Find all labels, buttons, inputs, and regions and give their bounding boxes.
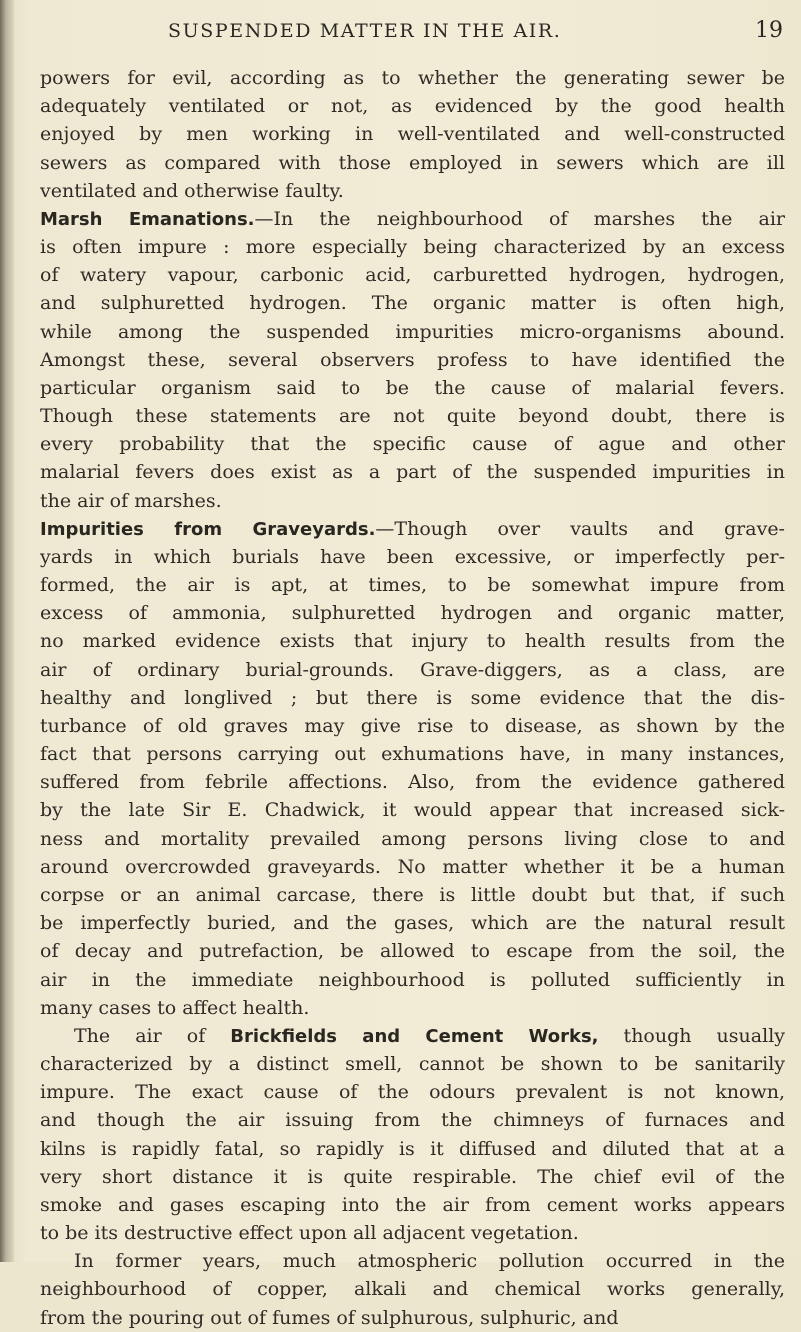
text-line: no marked evidence exists that injury to health results from the — [40, 630, 785, 653]
text-line: around overcrowded graveyards. No matter whether it be a human — [40, 855, 785, 878]
text-line: suffered from febrile affections. Also, from the evidence gathered — [40, 771, 785, 794]
page-header — [40, 14, 785, 54]
running-title: SUSPENDED MATTER IN THE AIR. — [168, 20, 562, 42]
text-line: of decay and putrefaction, be allowed to escape from the soil, the — [40, 940, 785, 963]
text-line: is often impure : more especially being characterized by an excess — [40, 236, 785, 259]
text-line: ness and mortality prevailed among persons living close to and — [40, 827, 785, 850]
text-line: excess of ammonia, sulphuretted hydrogen and organic matter, — [40, 602, 785, 625]
text-line: from the pouring out of fumes of sulphurous, sulphuric, and — [40, 1306, 619, 1329]
line-text: though usually — [598, 1024, 785, 1047]
text-line: formed, the air is apt, at times, to be somewhat impure from — [40, 574, 785, 597]
text-line: the air of marshes. — [40, 489, 222, 512]
text-line: In former years, much atmospheric pollution occurred in the — [74, 1250, 785, 1273]
text-line: very short distance it is quite respirable. The chief evil of the — [40, 1165, 785, 1188]
text-line: yards in which burials have been excessive, or imperfectly per- — [40, 545, 785, 568]
text-line: fact that persons carrying out exhumations have, in many instances, — [40, 743, 785, 766]
text-line: sewers as compared with those employed in sewers which are ill — [40, 151, 785, 174]
section-heading: Marsh Emanations. — [40, 208, 255, 230]
text-line: turbance of old graves may give rise to disease, as shown by the — [40, 714, 785, 737]
text-line — [40, 1022, 785, 1050]
text-line: and though the air issuing from the chimneys of furnaces and — [40, 1109, 785, 1132]
page-number: 19 — [755, 18, 783, 43]
section-heading: Brickfields and Cement Works, — [230, 1025, 599, 1047]
text-line: of watery vapour, carbonic acid, carburetted hydrogen, hydrogen, — [40, 264, 785, 287]
text-line: characterized by a distinct smell, cannot be shown to be sanitarily — [40, 1053, 785, 1076]
text-line: to be its destructive effect upon all adjacent vegetation. — [40, 1222, 579, 1245]
text-line: every probability that the specific cause of ague and other — [40, 433, 785, 456]
section-heading: Impurities from Graveyards. — [40, 518, 376, 540]
line-text: The air of — [74, 1024, 231, 1047]
text-line: be imperfectly buried, and the gases, which are the natural result — [40, 912, 785, 935]
text-line: many cases to affect health. — [40, 996, 310, 1019]
text-line: adequately ventilated or not, as evidenced by the good health — [40, 95, 785, 118]
text-line: neighbourhood of copper, alkali and chemical works generally, — [40, 1278, 785, 1301]
binding-gutter — [0, 0, 14, 1262]
text-line: malarial fevers does exist as a part of the suspended impurities in — [40, 461, 785, 484]
text-line: healthy and longlived ; but there is some evidence that the dis- — [40, 686, 785, 709]
text-line: Though these statements are not quite beyond doubt, there is — [40, 405, 785, 428]
text-line: particular organism said to be the cause of malarial fevers. — [40, 376, 785, 399]
text-line: Amongst these, several observers profess to have identified the — [40, 348, 785, 371]
text-line: while among the suspended impurities micro-organisms abound. — [40, 320, 785, 343]
text-line: impure. The exact cause of the odours prevalent is not known, — [40, 1081, 785, 1104]
text-line: enjoyed by men working in well-ventilated and well-constructed — [40, 123, 785, 146]
text-line: powers for evil, according as to whether the generating sewer be — [40, 67, 785, 89]
text-line: and sulphuretted hydrogen. The organic matter is often high, — [40, 292, 785, 315]
body-text — [40, 64, 785, 1332]
text-line: smoke and gases escaping into the air from cement works appears — [40, 1193, 785, 1216]
line-text: —Though over vaults and grave- — [375, 517, 785, 540]
text-line: by the late Sir E. Chadwick, it would appear that increased sick- — [40, 799, 785, 822]
text-line: kilns is rapidly fatal, so rapidly is it diffused and diluted that at a — [40, 1137, 785, 1160]
text-line: air of ordinary burial-grounds. Grave-diggers, as a class, are — [40, 658, 785, 681]
text-line — [40, 515, 785, 543]
text-line: air in the immediate neighbourhood is polluted sufficiently in — [40, 968, 785, 991]
text-line: ventilated and otherwise faulty. — [40, 179, 344, 202]
text-line: corpse or an animal carcase, there is little doubt but that, if such — [40, 883, 785, 906]
line-text: —In the neighbourhood of marshes the air — [254, 207, 785, 230]
text-line — [40, 205, 785, 233]
